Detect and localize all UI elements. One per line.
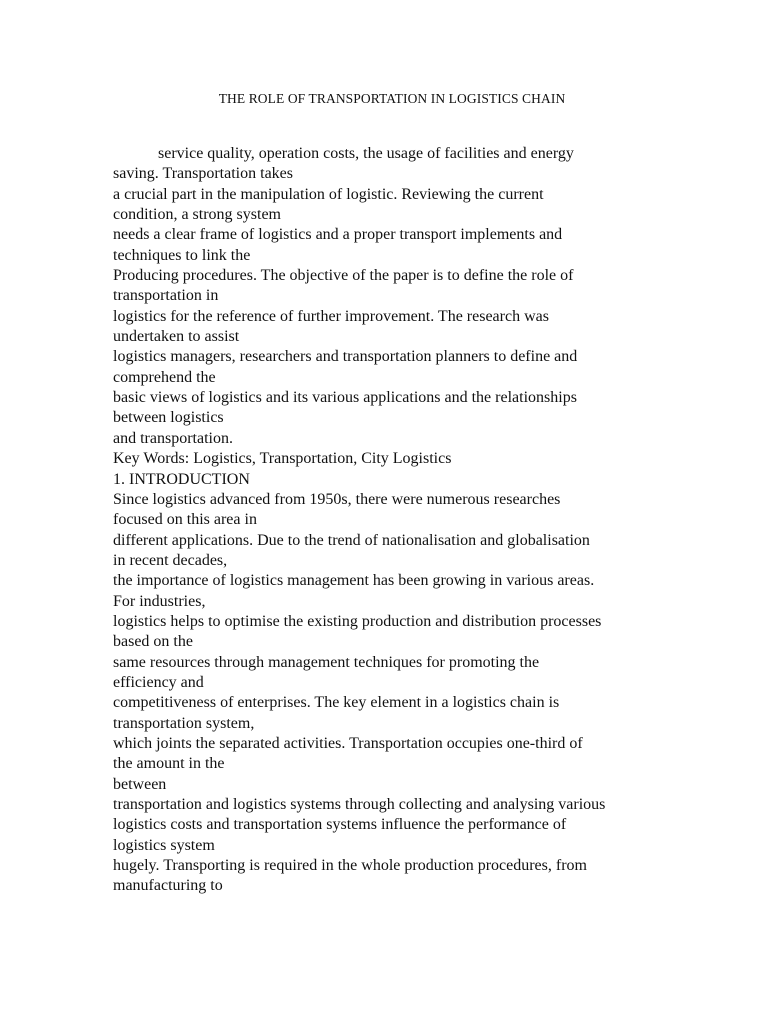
text-line: logistics helps to optimise the existing production and distribution processes	[113, 612, 602, 630]
text-line: needs a clear frame of logistics and a proper transport implements and	[113, 226, 563, 244]
section-heading: 1. INTRODUCTION	[113, 470, 250, 488]
document-body	[113, 144, 673, 897]
text-line: focused on this area in	[113, 511, 257, 529]
text-line: basic views of logistics and its various applications and the relationships	[113, 389, 577, 407]
text-line: Since logistics advanced from 1950s, there were numerous researches	[113, 490, 561, 508]
text-line: logistics managers, researchers and transportation planners to define and	[113, 348, 578, 366]
text-line: between	[113, 775, 167, 793]
text-line: saving. Transportation takes	[113, 165, 293, 183]
text-line: a crucial part in the manipulation of logistic. Reviewing the current	[113, 185, 544, 203]
text-line: transportation system,	[113, 714, 255, 732]
text-line: transportation and logistics systems through collecting and analysing various	[113, 796, 606, 813]
text-line: techniques to link the	[113, 246, 251, 264]
text-line: hugely. Transporting is required in the whole production procedures, from	[113, 857, 587, 875]
text-line: the importance of logistics management has been growing in various areas.	[113, 572, 595, 590]
text-line: same resources through management techniques for promoting the	[113, 653, 540, 671]
text-line: the amount in the	[113, 755, 225, 773]
text-line: based on the	[113, 633, 193, 651]
document-title: THE ROLE OF TRANSPORTATION IN LOGISTICS CHAIN	[218, 91, 566, 106]
keywords-line: Key Words: Logistics, Transportation, City Logistics	[113, 450, 452, 468]
text-line: logistics for the reference of further improvement. The research was	[113, 307, 549, 325]
text-line: and transportation.	[113, 429, 233, 447]
text-line: logistics costs and transportation systems influence the performance of	[113, 816, 567, 834]
text-line: Producing procedures. The objective of the paper is to define the role of	[113, 267, 574, 285]
text-line: efficiency and	[113, 673, 204, 691]
text-line: transportation in	[113, 287, 219, 305]
text-line: competitiveness of enterprises. The key element in a logistics chain is	[113, 694, 560, 712]
text-line: different applications. Due to the trend of nationalisation and globalisation	[113, 531, 590, 549]
text-line: comprehend the	[113, 368, 216, 386]
text-line: undertaken to assist	[113, 328, 240, 346]
text-line: For industries,	[113, 592, 206, 610]
text-line: which joints the separated activities. Transportation occupies one-third of	[113, 734, 583, 752]
text-line: manufacturing to	[113, 877, 223, 895]
text-line: service quality, operation costs, the usage of facilities and energy	[158, 145, 574, 162]
text-line: in recent decades,	[113, 551, 228, 569]
text-line: between logistics	[113, 409, 224, 427]
text-line: condition, a strong system	[113, 206, 281, 224]
text-line: logistics system	[113, 836, 215, 854]
